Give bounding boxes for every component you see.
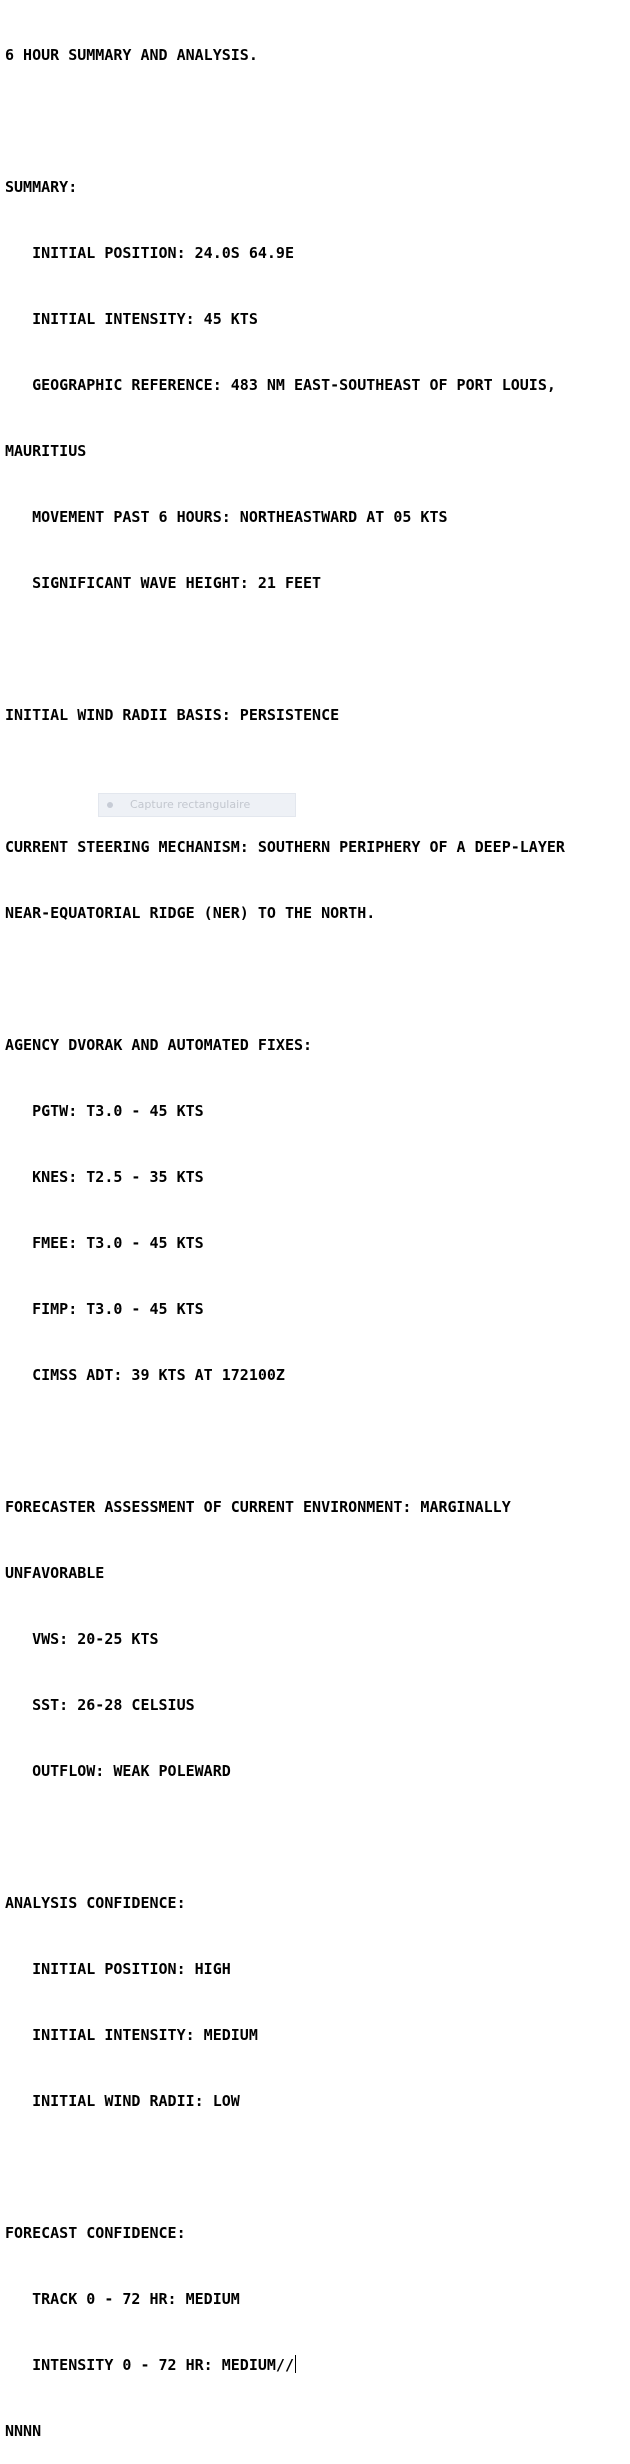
analysis-confidence-heading: ANALYSIS CONFIDENCE: bbox=[5, 1894, 186, 1912]
environment-assessment-line2: UNFAVORABLE bbox=[5, 1564, 105, 1582]
analysis-confidence-position: INITIAL POSITION: HIGH bbox=[5, 1960, 231, 1978]
capture-icon bbox=[107, 802, 113, 808]
forecast-confidence-heading: FORECAST CONFIDENCE: bbox=[5, 2224, 186, 2242]
summary-geographic-reference-cont: MAURITIUS bbox=[5, 442, 87, 460]
blank-line bbox=[5, 770, 629, 792]
blank-line bbox=[5, 968, 629, 990]
steering-mechanism-line1: CURRENT STEERING MECHANISM: SOUTHERN PERIPHERY OF A DEEP-LAYER bbox=[5, 838, 565, 856]
analysis-confidence-wind-radii: INITIAL WIND RADII: LOW bbox=[5, 2092, 240, 2110]
summary-wave-height: SIGNIFICANT WAVE HEIGHT: 21 FEET bbox=[5, 574, 322, 592]
capture-tooltip-label: Capture rectangulaire bbox=[130, 798, 251, 811]
blank-line bbox=[5, 638, 629, 660]
summary-geographic-reference: GEOGRAPHIC REFERENCE: 483 NM EAST-SOUTHEAST OF PORT LOUIS, bbox=[5, 376, 556, 394]
blank-line bbox=[5, 2156, 629, 2178]
capture-tooltip bbox=[98, 793, 296, 817]
steering-mechanism-line2: NEAR-EQUATORIAL RIDGE (NER) TO THE NORTH. bbox=[5, 904, 376, 922]
environment-vws: VWS: 20-25 KTS bbox=[5, 1630, 159, 1648]
environment-outflow: OUTFLOW: WEAK POLEWARD bbox=[5, 1762, 231, 1780]
forecast-confidence-track: TRACK 0 - 72 HR: MEDIUM bbox=[5, 2290, 240, 2308]
wind-radii-basis: INITIAL WIND RADII BASIS: PERSISTENCE bbox=[5, 706, 340, 724]
summary-heading: SUMMARY: bbox=[5, 178, 78, 196]
text-cursor bbox=[295, 2355, 296, 2373]
fix-pgtw: PGTW: T3.0 - 45 KTS bbox=[5, 1102, 204, 1120]
environment-sst: SST: 26-28 CELSIUS bbox=[5, 1696, 195, 1714]
summary-movement: MOVEMENT PAST 6 HOURS: NORTHEASTWARD AT 05 KTS bbox=[5, 508, 448, 526]
blank-line bbox=[5, 1430, 629, 1452]
forecast-confidence-intensity-row[interactable] bbox=[5, 2354, 629, 2376]
bulletin-text bbox=[5, 0, 629, 2464]
forecast-confidence-intensity: INTENSITY 0 - 72 HR: MEDIUM// bbox=[5, 2356, 294, 2374]
fixes-heading: AGENCY DVORAK AND AUTOMATED FIXES: bbox=[5, 1036, 313, 1054]
environment-assessment-line1: FORECASTER ASSESSMENT OF CURRENT ENVIRONMENT: MARGINALLY bbox=[5, 1498, 511, 1516]
fix-cimss-adt: CIMSS ADT: 39 KTS AT 172100Z bbox=[5, 1366, 285, 1384]
end-marker: NNNN bbox=[5, 2422, 42, 2440]
analysis-confidence-intensity: INITIAL INTENSITY: MEDIUM bbox=[5, 2026, 258, 2044]
summary-initial-position: INITIAL POSITION: 24.0S 64.9E bbox=[5, 244, 294, 262]
page-title: 6 HOUR SUMMARY AND ANALYSIS. bbox=[5, 46, 258, 64]
fix-fmee: FMEE: T3.0 - 45 KTS bbox=[5, 1234, 204, 1252]
summary-initial-intensity: INITIAL INTENSITY: 45 KTS bbox=[5, 310, 258, 328]
blank-line bbox=[5, 110, 629, 132]
fix-knes: KNES: T2.5 - 35 KTS bbox=[5, 1168, 204, 1186]
fix-fimp: FIMP: T3.0 - 45 KTS bbox=[5, 1300, 204, 1318]
blank-line bbox=[5, 1826, 629, 1848]
